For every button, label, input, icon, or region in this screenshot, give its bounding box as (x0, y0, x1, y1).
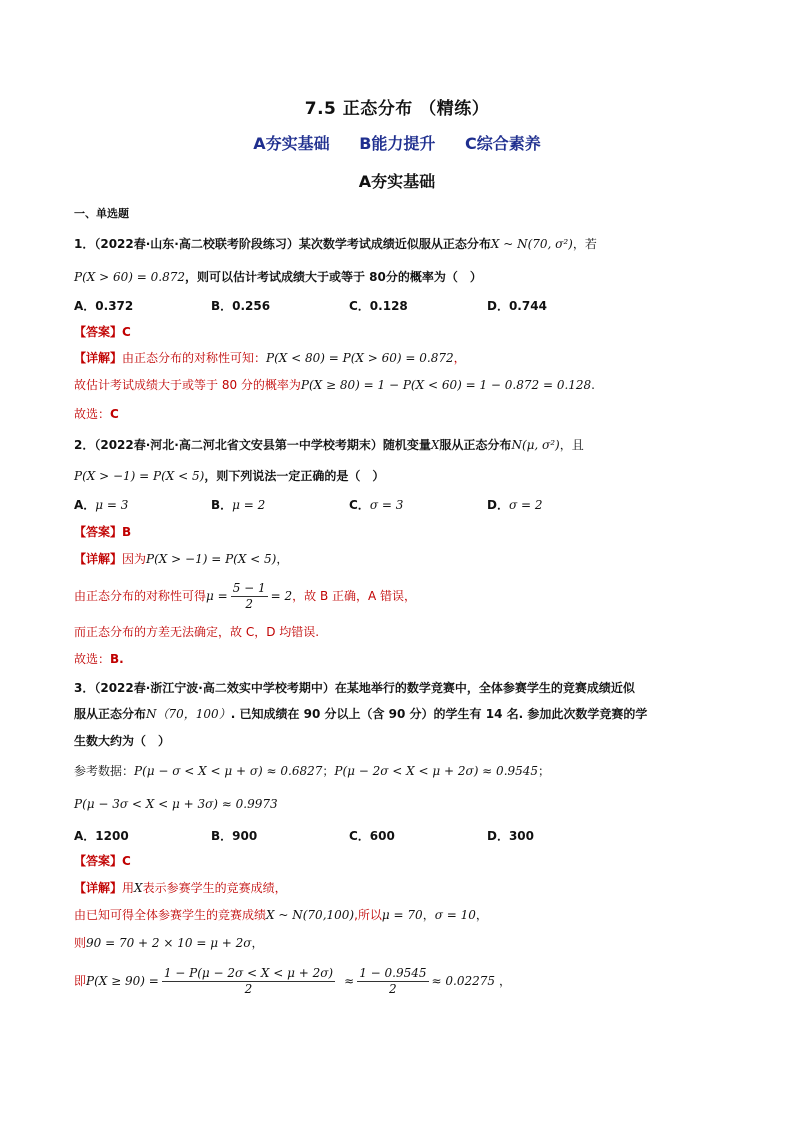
q1-detail-line2: 故估计考试成绩大于或等于 80 分的概率为P(X ≥ 80) = 1 − P(X < 60) = 1 − 0.872 = 0.128. (74, 378, 595, 392)
q3-fraction-1: $\frac{1 - P(\mu - 2\sigma < X < \mu + 2\sigma)}{2}$ (163, 966, 334, 996)
q3-option-c: C．600 (349, 829, 395, 843)
q2-answer: 【答案】B (74, 525, 132, 539)
q2-stem-line2: P(X > −1) = P(X < 5)，则下列说法一定正确的是（ ） (74, 469, 385, 483)
level-c-heading: C综合素养 (465, 134, 541, 153)
q1-stem-line2: P(X > 60) = 0.872，则可以估计考试成绩大于或等于 80分的概率为（ ） (74, 270, 482, 284)
q3-option-a: A．1200 (74, 829, 129, 843)
q3-option-b: B．900 (211, 829, 258, 843)
q1-option-c: C．0.128 (349, 299, 408, 313)
q2-detail-line3: 而正态分布的方差无法确定，故 C，D 均错误. (74, 625, 320, 639)
level-a-heading: A夯实基础 (253, 134, 330, 153)
q3-detail-line4: 即P(X ≥ 90) = $\frac{1 - P(\mu - 2\sigma < X < \mu + 2\sigma)}{2}$ ≈ $\frac{1 - 0.9545}{2}$ ≈ 0.02275 ， (74, 966, 512, 996)
q3-fraction-2: $\frac{1 - 0.9545}{2}$ (359, 966, 427, 996)
q1-option-b: B．0.256 (211, 299, 271, 313)
q2-conclusion: 故选：B. (74, 652, 124, 666)
q1-option-a: A．0.372 (74, 299, 134, 313)
q3-detail-line1: 【详解】用X表示参赛学生的竞赛成绩， (74, 881, 287, 895)
level-b-heading: B能力提升 (359, 134, 436, 153)
q1-stem-line1: 1．（2022春·山东·高二校联考阶段练习）某次数学考试成绩近似服从正态分布X ~ N(70, σ²)，若 (74, 237, 597, 251)
q3-stem-line2: 服从正态分布N（70，100）. 已知成绩在 90 分以上（含 90 分）的学生有 14 名. 参加此次数学竞赛的学 (74, 707, 648, 721)
section-heading: A夯实基础 (358, 172, 436, 191)
level-headings (0, 131, 794, 154)
q1-detail-line1: 【详解】由正态分布的对称性可知：P(X < 80) = P(X > 60) = 0.872， (74, 351, 466, 365)
q2-option-b: B．μ = 2 (211, 498, 266, 512)
q1-answer: 【答案】C (74, 325, 131, 339)
document-title: 7.5 正态分布 （精练） (304, 99, 490, 119)
q3-reference-line1: 参考数据：P(μ − σ < X < μ + σ) ≈ 0.6827；P(μ − 2σ < X < μ + 2σ) ≈ 0.9545； (74, 764, 551, 778)
q2-option-c: C．σ = 3 (349, 498, 404, 512)
q3-answer: 【答案】C (74, 854, 131, 868)
q2-stem-line1: 2．（2022春·河北·高二河北省文安县第一中学校考期末）随机变量X服从正态分布N(μ, σ²)，且 (74, 438, 584, 452)
q3-reference-line2: P(μ − 3σ < X < μ + 3σ) ≈ 0.9973 (74, 797, 278, 811)
q3-detail-line3: 则90 = 70 + 2 × 10 = μ + 2σ， (74, 936, 264, 950)
q2-detail-line1: 【详解】因为P(X > −1) = P(X < 5)， (74, 552, 289, 566)
q2-detail-line2: 由正态分布的对称性可得μ = $\frac{5 - 1}{2}$ = 2，故 B 正确，A 错误， (74, 581, 417, 611)
q3-detail-line2: 由已知可得全体参赛学生的竞赛成绩X ~ N(70,100),所以μ = 70，σ = 10， (74, 908, 488, 922)
q2-fraction: $\frac{5 - 1}{2}$ (232, 581, 266, 611)
q3-stem-line3: 生数大约为（ ） (74, 734, 171, 748)
q1-option-d: D．0.744 (487, 299, 547, 313)
q3-option-d: D．300 (487, 829, 535, 843)
q3-stem-line1: 3．（2022春·浙江宁波·高二效实中学校考期中）在某地举行的数学竞赛中，全体参赛学生的竞赛成绩近似 (74, 681, 635, 695)
q2-option-a: A．μ = 3 (74, 498, 129, 512)
q2-option-d: D．σ = 2 (487, 498, 543, 512)
part-heading: 一、单选题 (74, 207, 129, 220)
q1-conclusion: 故选：C (74, 407, 119, 421)
